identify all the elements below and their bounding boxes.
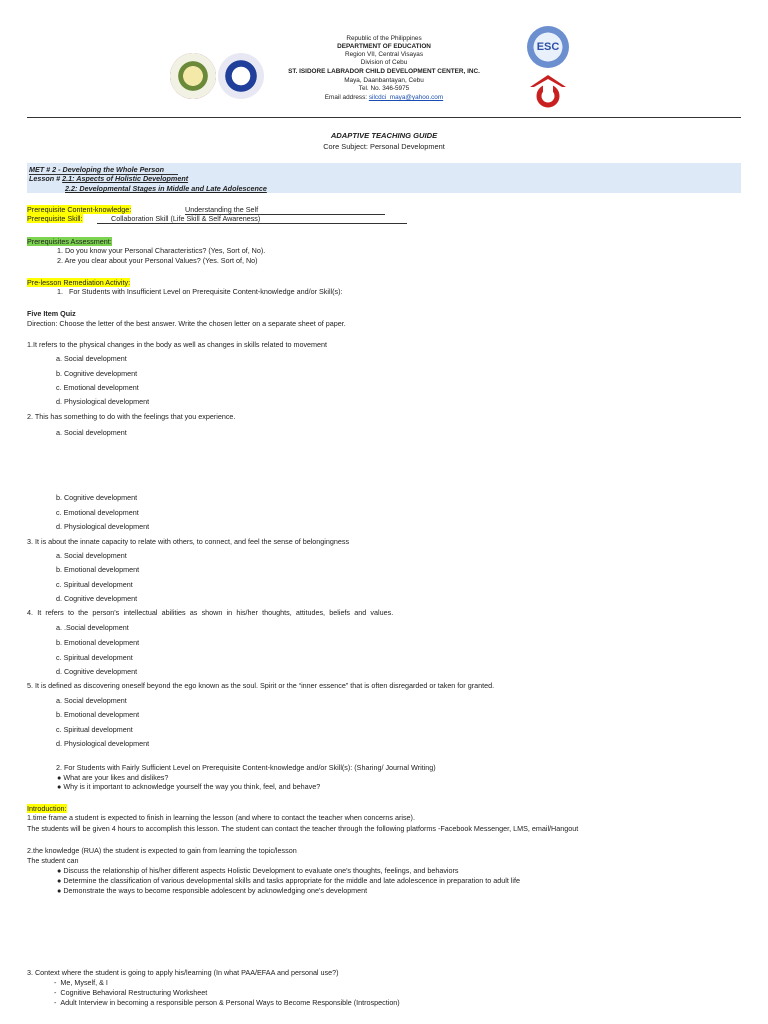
intro-bullet-3: ● Demonstrate the ways to become responsible adolescent by acknowledging one's development — [57, 886, 368, 895]
quiz-option: d. Physiological development — [56, 397, 150, 406]
quiz-option: d. Physiological development — [56, 522, 150, 531]
prereq-assessment-label: Prerequisites Assessment: — [27, 237, 112, 246]
lesson-2-1: 2.1: Aspects of Holistic Development — [62, 174, 189, 183]
header-region: Region VII, Central Visayas — [344, 51, 424, 58]
prereq-skill-value: Collaboration Skill (Life Skill & Self Awareness) — [97, 214, 407, 224]
quiz-option: a. Social development — [56, 696, 127, 705]
intro-line-2: The students will be given 4 hours to accomplish this lesson. The student can contact the teacher through the following platforms -Facebook Messenger, LMS, email/Hangout — [27, 824, 579, 833]
remediation-item-1: 1. For Students with Insufficient Level on Prerequisite Content-knowledge and/or Skill(s): — [57, 287, 343, 296]
header-address: Maya, Daanbantayan, Cebu — [344, 77, 424, 84]
quiz-direction: Direction: Choose the letter of the best answer. Write the chosen letter on a separate sheet of paper. — [27, 319, 346, 328]
prereq-content-row — [27, 205, 131, 214]
intro-bullet-2: ● Determine the classification of various developmental skills and tasks appropriate for the middle and late adolescence in preparation to adult life — [57, 876, 521, 885]
quiz-option: c. Spiritual development — [56, 653, 133, 662]
header-email — [0, 94, 768, 102]
intro-dash-1: - Me, Myself, & I — [54, 978, 108, 987]
header-tel: Tel. No. 346-5975 — [358, 85, 410, 92]
quiz-option: a. Social development — [56, 551, 127, 560]
intro-line-5: 3. Context where the student is going to apply his/learning (In what PAA/EFAA and personal use?) — [27, 968, 339, 977]
quiz-option: a. Social development — [56, 354, 127, 363]
fairly-bullet-1: ● What are your likes and dislikes? — [57, 773, 169, 782]
prereq-content-label: Prerequisite Content-knowledge: — [27, 205, 132, 214]
header-division: Division of Cebu — [360, 59, 408, 66]
esc-logo-text: ESC — [536, 41, 560, 53]
quiz-title: Five Item Quiz — [27, 309, 76, 318]
header-divider — [27, 117, 741, 118]
intro-line-4: The student can — [27, 856, 79, 865]
introduction-label: Introduction: — [27, 804, 67, 813]
quiz-option: b. Emotional development — [56, 565, 140, 574]
prereq-skill-row — [27, 214, 83, 223]
quiz-option: d. Cognitive development — [56, 667, 138, 676]
core-subject: Core Subject: Personal Development — [323, 142, 445, 151]
guide-title: ADAPTIVE TEACHING GUIDE — [330, 131, 438, 140]
quiz-option: b. Emotional development — [56, 638, 140, 647]
quiz-question-5: 5. It is defined as discovering oneself beyond the ego known as the soul. Spirit or the “inner essence” that is often disregarded or taken for granted. — [27, 681, 495, 690]
quiz-option: b. Cognitive development — [56, 493, 138, 502]
quiz-question-2: 2. This has something to do with the feelings that you experience. — [27, 412, 236, 421]
intro-line-3: 2.the knowledge (RUA) the student is expected to gain from learning the topic/lesson — [27, 846, 297, 855]
assessment-item-1: 1. Do you know your Personal Characteristics? (Yes, Sort of, No). — [57, 246, 266, 255]
email-label: Email address: — [324, 94, 369, 101]
quiz-option: a. .Social development — [56, 623, 129, 632]
intro-dash-3: - Adult Interview in becoming a responsible person & Personal Ways to Become Responsible (Introspection) — [54, 998, 400, 1007]
quiz-question-4: 4. It refers to the person's intellectual abilities as shown in his/her thoughts, attitudes, beliefs and values. — [27, 608, 394, 617]
intro-line-1: 1.time frame a student is expected to finish in learning the lesson (and where to contact the teacher when concerns arise). — [27, 813, 415, 822]
quiz-question-3: 3. It is about the innate capacity to relate with others, to connect, and feel the sense of belongingness — [27, 537, 350, 546]
header-school: ST. ISIDORE LABRADOR CHILD DEVELOPMENT CENTER, INC. — [288, 68, 480, 75]
quiz-option: c. Spiritual development — [56, 580, 133, 589]
intro-dash-2: - Cognitive Behavioral Restructuring Worksheet — [54, 988, 208, 997]
email-link[interactable]: silcdci_maya@yahoo.com — [368, 94, 444, 101]
quiz-option: d. Physiological development — [56, 739, 150, 748]
quiz-option: b. Emotional development — [56, 710, 140, 719]
quiz-option: c. Emotional development — [56, 383, 139, 392]
quiz-option: d. Cognitive development — [56, 594, 138, 603]
quiz-option: a. Social development — [56, 428, 127, 437]
prereq-skill-label: Prerequisite Skill: — [27, 214, 83, 223]
fairly-sufficient-line: 2. For Students with Fairly Sufficient Level on Prerequisite Content-knowledge and/or Skill(s): (Sharing/ Journal Writing) — [56, 763, 436, 772]
quiz-question-1: 1.It refers to the physical changes in the body as well as changes in skills related to movement — [27, 340, 328, 349]
quiz-option: c. Emotional development — [56, 508, 139, 517]
header-department: DEPARTMENT OF EDUCATION — [337, 43, 431, 50]
lesson-2-2: 2.2: Developmental Stages in Middle and Late Adolescence — [65, 184, 267, 193]
quiz-option: b. Cognitive development — [56, 369, 138, 378]
quiz-option: c. Spiritual development — [56, 725, 133, 734]
remediation-label: Pre-lesson Remediation Activity: — [27, 278, 131, 287]
lesson-line — [29, 174, 188, 183]
assessment-item-2: 2. Are you clear about your Personal Values? (Yes. Sort of, No) — [57, 256, 258, 265]
met-line: MET # 2 - Developing the Whole Person — [29, 165, 178, 175]
prereq-content-value: Understanding the Self — [185, 205, 385, 215]
fairly-bullet-2: ● Why is it important to acknowledge yourself the way you think, feel, and behave? — [57, 782, 321, 791]
lesson-prefix: Lesson # — [29, 174, 63, 183]
header-republic: Republic of the Philippines — [346, 35, 422, 42]
intro-bullet-1: ● Discuss the relationship of his/her different aspects Holistic Development to evaluate one's thoughts, feelings, and behaviors — [57, 866, 459, 875]
